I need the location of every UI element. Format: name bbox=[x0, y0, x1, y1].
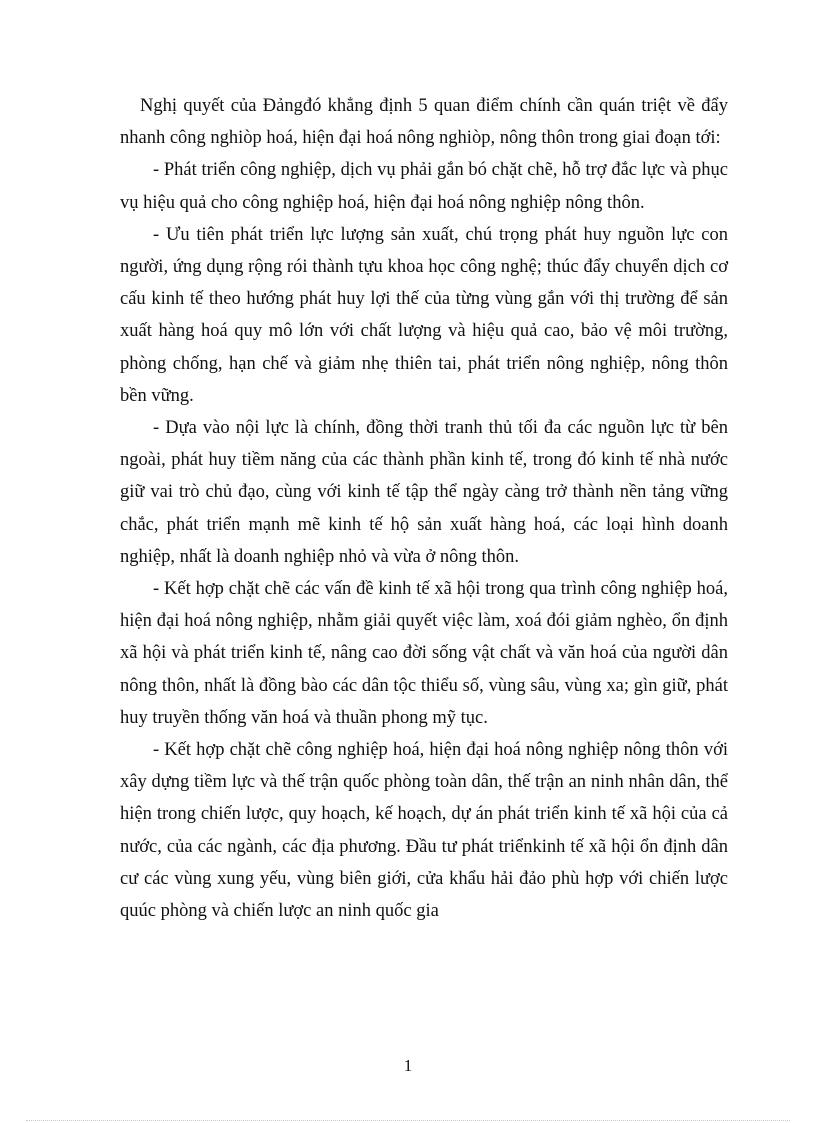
point-paragraph-5: - Kết hợp chặt chẽ công nghiệp hoá, hiện đại hoá nông nghiệp nông thôn với xây dựng tiềm lực và thế trận quốc phòng toàn dân, thế trận an ninh nhân dân, thể hiện trong chiến lược, quy hoạch, kế hoạch, dự án phát triển kinh tế xã hội của cả nước, của các ngành, các địa phương. Đầu tư phát triểnkinh tế xã hội ổn định dân cư các vùng xung yếu, vùng biên giới, cửa khẩu hải đảo phù hợp với chiến lược quúc phòng và chiến lược an ninh quốc gia bbox=[120, 740, 728, 922]
point-paragraph-2: - Ưu tiên phát triển lực lượng sản xuất, chú trọng phát huy nguồn lực con người, ứng dụng rộng rói thành tựu khoa học công nghệ; thúc đẩy chuyển dịch cơ cấu kinh tế theo hướng phát huy lợi thế của từng vùng gắn với thị trường để sản xuất hàng hoá quy mô lớn với chất lượng và hiệu quả cao, bảo vệ môi trường, phòng chống, hạn chế và giảm nhẹ thiên tai, phát triển nông nghiệp, nông thôn bền vững. bbox=[120, 224, 728, 406]
document-body bbox=[120, 90, 728, 927]
point-paragraph-1: - Phát triển công nghiệp, dịch vụ phải gắn bó chặt chẽ, hỗ trợ đắc lực và phục vụ hiệu quả cho công nghiệp hoá, hiện đại hoá nông nghiệp nông thôn. bbox=[120, 160, 728, 213]
point-paragraph-4: - Kết hợp chặt chẽ các vấn đề kinh tế xã hội trong qua trình công nghiệp hoá, hiện đại hoá nông nghiệp, nhằm giải quyết việc làm, xoá đói giảm nghèo, ổn định xã hội và phát triển kinh tế, nâng cao đời sống vật chất và văn hoá của người dân nông thôn, nhất là đồng bào các dân tộc thiểu số, vùng sâu, vùng xa; gìn giữ, phát huy truyền thống văn hoá và thuần phong mỹ tục. bbox=[120, 579, 728, 728]
page-number: 1 bbox=[403, 1056, 413, 1075]
point-paragraph-3: - Dựa vào nội lực là chính, đồng thời tranh thủ tối đa các nguồn lực từ bên ngoài, phát huy tiềm năng của các thành phần kinh tế, trong đó kinh tế nhà nước giữ vai trò chủ đạo, cùng với kinh tế tập thể ngày càng trở thành nền tảng vững chắc, phát triển mạnh mẽ kinh tế hộ sản xuất hàng hoá, các loại hình doanh nghiệp, nhất là doanh nghiệp nhỏ và vừa ở nông thôn. bbox=[120, 418, 728, 567]
intro-paragraph: Nghị quyết của Đảngđó khẳng định 5 quan điểm chính cần quán triệt về đẩy nhanh công nghiòp hoá, hiện đại hoá nông nghiòp, nông thôn trong giai đoạn tới: bbox=[120, 96, 728, 149]
page-bottom-divider bbox=[26, 1120, 790, 1121]
